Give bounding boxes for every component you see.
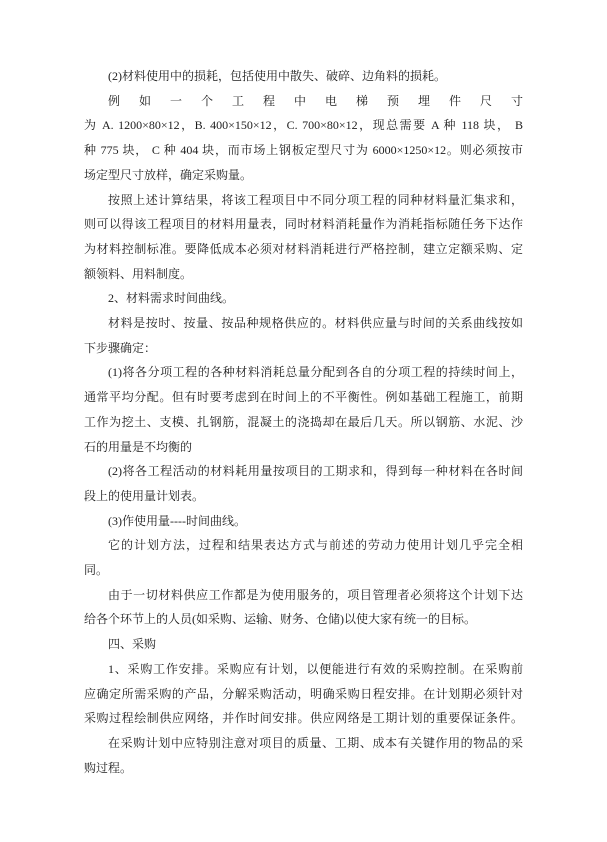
text-line: 给各个环节上的人员(如采购、运输、财务、仓储)以使大家有统一的目标。	[84, 612, 476, 627]
text-line: 由于一切材料供应工作都是为使用服务的，项目管理者必须将这个计划下达	[108, 587, 523, 602]
text-line: (1)将各分项工程的各种材料消耗总量分配到各自的分项工程的持续时间上，	[108, 365, 523, 380]
text-line: 通常平均分配。但有时要考虑到在时间上的不平衡性。例如基础工程施工，前期	[84, 390, 523, 405]
text-line: 1、采购工作安排。采购应有计划，以便能进行有效的采购控制。在采购前	[108, 661, 523, 676]
text-line: (2)材料使用中的损耗，包括使用中散失、破碎、边角料的损耗。	[108, 69, 446, 83]
text-line: 种 775 块， C 种 404 块，而市场上钢板定型尺寸为 6000×1250×12。则必须按市	[84, 143, 523, 158]
text-line: 为材料控制标准。要降低成本必须对材料消耗进行严格控制，建立定额采购、定	[84, 241, 523, 256]
text-line: 下步骤确定：	[84, 340, 157, 355]
text-line: (3)作使用量----时间曲线。	[108, 513, 246, 528]
text-line: 场定型尺寸放样，确定采购量。	[84, 167, 253, 182]
text-line: 按照上述计算结果，将该工程项目中不同分项工程的同种材料量汇集求和，	[108, 192, 523, 207]
text-line: 则可以得该工程项目的材料用量表，同时材料消耗量作为消耗指标随任务下达作	[84, 217, 523, 232]
text-line: 同。	[84, 563, 109, 578]
text-line: 应确定所需采购的产品，分解采购活动，明确采购日程安排。在计划期必须针对	[84, 686, 523, 701]
text-line: 购过程。	[84, 760, 133, 775]
text-line: 在采购计划中应特别注意对项目的质量、工期、成本有关键作用的物品的采	[108, 735, 523, 750]
document-text-body	[84, 64, 523, 780]
text-line: (2)将各工程活动的材料耗用量按项目的工期求和，得到每一种材料在各时间	[108, 464, 523, 479]
text-line: 额领料、用料制度。	[84, 266, 193, 281]
text-line: 工作为挖土、支模、扎钢筋，混凝土的浇捣却在最后几天。所以钢筋、水泥、沙	[84, 414, 523, 429]
text-line: 石的用量是不均衡的	[84, 439, 193, 454]
text-line: 例 如 一 个 工 程 中 电 梯 预 埋 件 尺 寸	[108, 93, 523, 108]
text-line: 为 A. 1200×80×12，B. 400×150×12，C. 700×80×12，现总需要 A 种 118 块， B	[84, 118, 523, 133]
text-line: 2、材料需求时间曲线。	[108, 291, 235, 306]
text-line: 材料是按时、按量、按品种规格供应的。材料供应量与时间的关系曲线按如	[108, 316, 523, 331]
text-line: 它的计划方法，过程和结果表达方式与前述的劳动力使用计划几乎完全相	[108, 538, 523, 553]
text-line: 采购过程绘制供应网络，并作时间安排。供应网络是工期计划的重要保证条件。	[84, 711, 523, 726]
text-line: 段上的使用量计划表。	[84, 488, 205, 503]
text-line: 四、采购	[108, 637, 157, 652]
